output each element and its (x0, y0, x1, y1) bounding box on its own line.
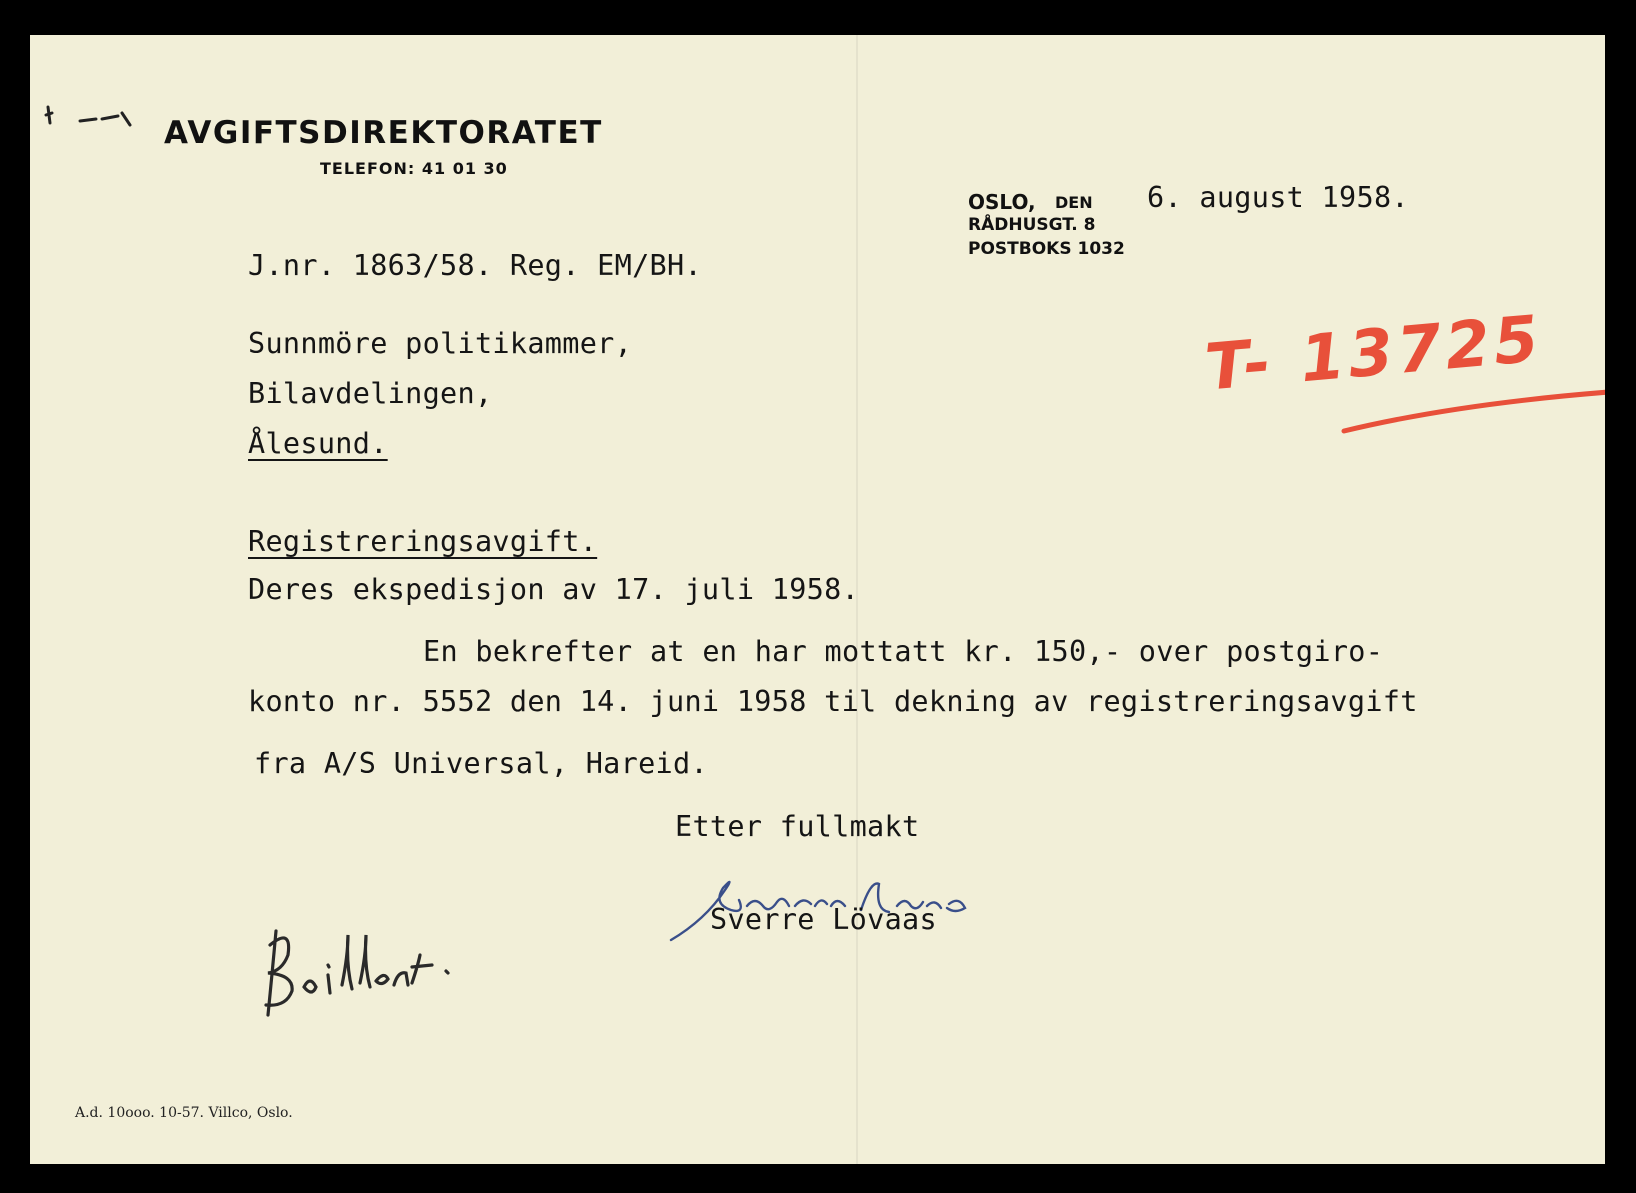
body-line-2: konto nr. 5552 den 14. juni 1958 til dekning av registreringsavgift (248, 685, 1418, 718)
your-reference-line: Deres ekspedisjon av 17. juli 1958. (248, 573, 860, 606)
po-box: POSTBOKS 1032 (968, 239, 1125, 259)
subject-line: Registreringsavgift. (248, 525, 598, 558)
body-line-1: En bekrefter at en har mottatt kr. 150,- over postgiro- (423, 635, 1384, 668)
recipient-line-2: Bilavdelingen, (248, 377, 493, 410)
red-pencil-number: T- 13725 (1202, 302, 1546, 406)
recipient-line-1: Sunnmöre politikammer, (248, 327, 633, 360)
letter-date: 6. august 1958. (1147, 181, 1409, 214)
initials-handwritten (252, 915, 482, 1025)
telephone: TELEFON: 41 01 30 (320, 159, 508, 178)
street-address: RÅDHUSGT. 8 (968, 215, 1096, 235)
red-pencil-stroke (1340, 383, 1605, 443)
body-line-3: fra A/S Universal, Hareid. (254, 747, 708, 780)
place-label: OSLO, (968, 190, 1036, 214)
printer-footer: A.d. 10ooo. 10-57. Villco, Oslo. (75, 1105, 293, 1121)
recipient-line-3: Ålesund. (248, 427, 388, 460)
den-label: DEN (1055, 193, 1093, 212)
journal-reference: J.nr. 1863/58. Reg. EM/BH. (248, 249, 702, 282)
org-name: AVGIFTSDIREKTORATET (164, 115, 603, 151)
corner-marks (38, 101, 148, 141)
letter-page (30, 35, 1605, 1164)
closing-phrase: Etter fullmakt (675, 810, 920, 843)
signer-name: Sverre Lövaas (710, 903, 937, 936)
